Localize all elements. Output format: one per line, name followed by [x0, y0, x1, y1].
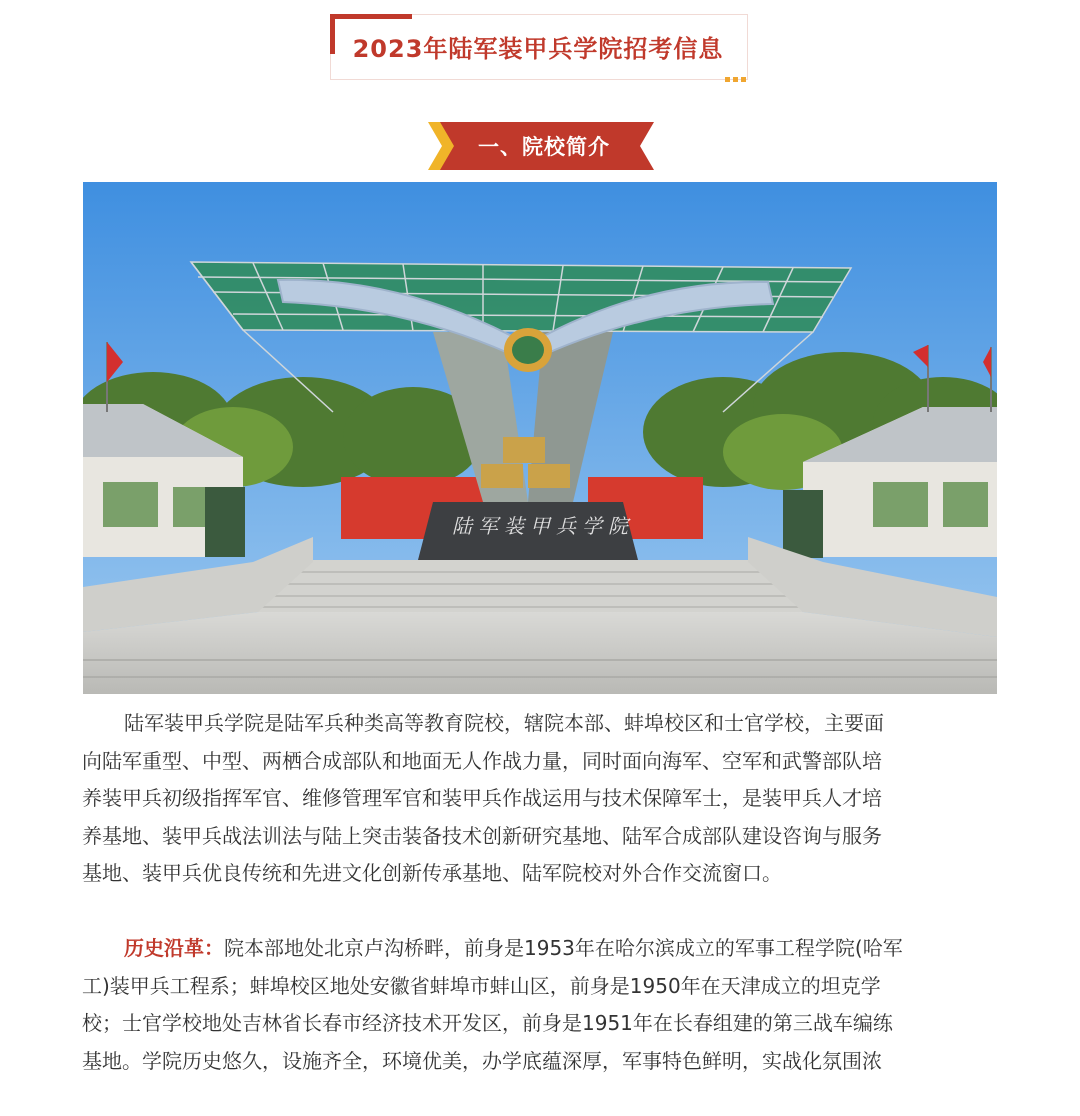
history-line: 院本部地处北京卢沟桥畔，前身是1953年在哈尔滨成立的军事工程学院(哈军: [224, 936, 903, 960]
section-banner: [428, 122, 654, 170]
page-title-box: [330, 14, 748, 80]
page-title: 2023年陆军装甲兵学院招考信息: [352, 34, 724, 63]
history-paragraph: [82, 930, 1000, 1080]
intro-line: 基地、装甲兵优良传统和先进文化创新传承基地、陆军院校对外合作交流窗口。: [82, 861, 782, 885]
history-line: 基地。学院历史悠久，设施齐全，环境优美，办学底蕴深厚，军事特色鲜明，实战化氛围浓: [82, 1048, 882, 1073]
title-dots-decoration: [725, 77, 746, 82]
intro-line: 向陆军重型、中型、两栖合成部队和地面无人作战力量，同时面向海军、空军和武警部队培: [82, 748, 882, 773]
gate-inscription: 陆军装甲兵学院: [452, 514, 634, 538]
history-line: 校；士官学校地处吉林省长春市经济技术开发区，前身是1951年在长春组建的第三战车编练: [82, 1011, 893, 1035]
intro-line: 养基地、装甲兵战法训法与陆上突击装备技术创新研究基地、陆军合成部队建设咨询与服务: [82, 823, 882, 848]
history-heading: 历史沿革：: [124, 936, 224, 960]
intro-line: 养装甲兵初级指挥军官、维修管理军官和装甲兵作战运用与技术保障军士，是装甲兵人才培: [82, 786, 882, 810]
intro-paragraph: [82, 705, 1000, 893]
campus-gate-photo: [83, 182, 997, 694]
history-line: 工)装甲兵工程系；蚌埠校区地处安徽省蚌埠市蚌山区，前身是1950年在天津成立的坦克学: [82, 973, 881, 998]
intro-line: 陆军装甲兵学院是陆军兵种类高等教育院校，辖院本部、蚌埠校区和士官学校，主要面: [124, 711, 884, 735]
section-heading: 一、院校简介: [478, 135, 610, 159]
history-first-line: [82, 930, 1000, 968]
